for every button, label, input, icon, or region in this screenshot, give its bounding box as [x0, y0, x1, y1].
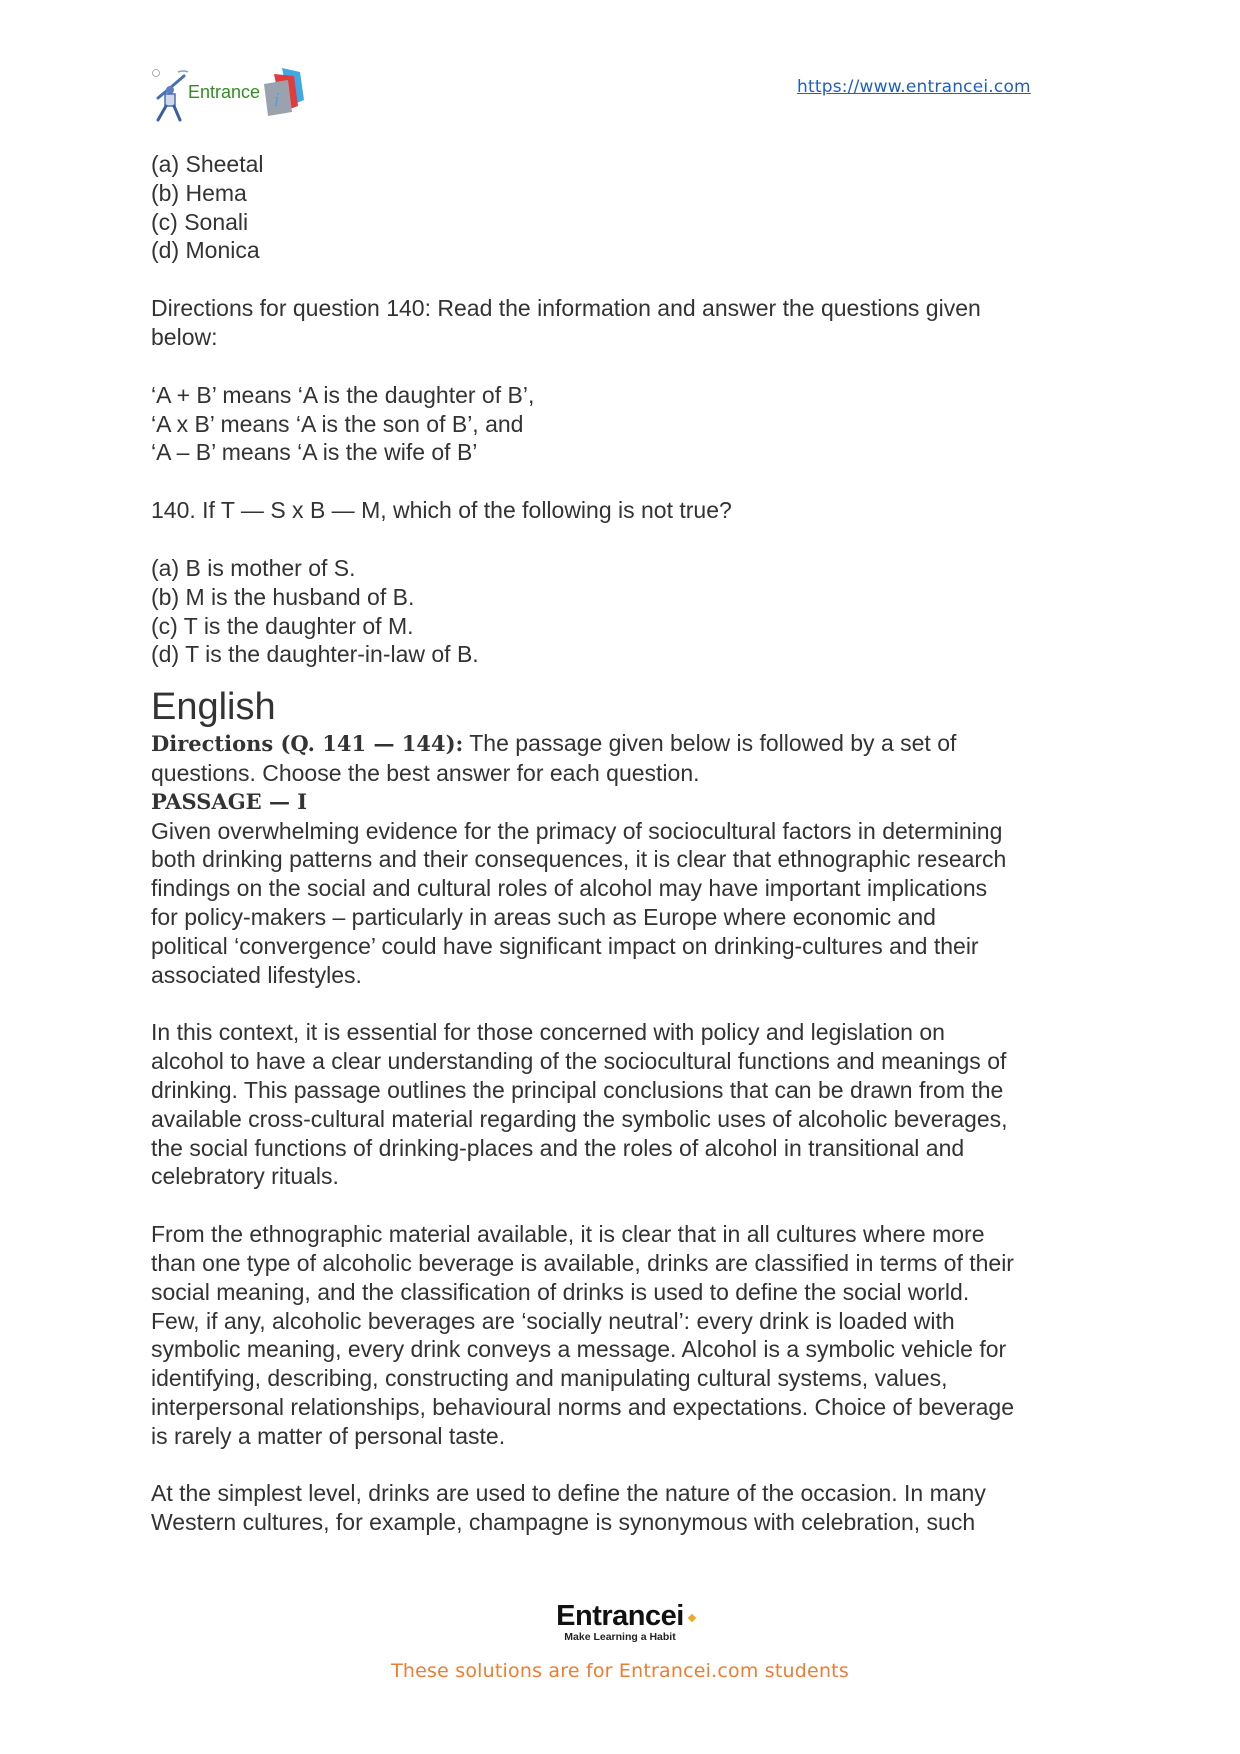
passage-line: From the ethnographic material available, it is clear that in all cultures where more — [151, 1221, 985, 1248]
q140-option-a: (a) B is mother of S. — [151, 554, 356, 581]
passage-line: In this context, it is essential for those concerned with policy and legislation on — [151, 1019, 945, 1046]
passage-paragraph-4 — [151, 1479, 1091, 1537]
brand-tagline: Make Learning a Habit — [564, 1631, 676, 1643]
passage-line: is rarely a matter of personal taste. — [151, 1422, 506, 1449]
passage-line: celebratory rituals. — [151, 1163, 339, 1190]
passage-line: Western cultures, for example, champagne is synonymous with celebration, such — [151, 1509, 976, 1536]
rule-daughter: ‘A + B’ means ‘A is the daughter of B’, — [151, 381, 535, 408]
passage-line: interpersonal relationships, behavioural norms and expectations. Choice of beverage — [151, 1393, 1015, 1420]
entrance-logo — [148, 58, 308, 124]
logo-wordmark: Entrance — [188, 82, 261, 102]
directions-text: The passage given below is followed by a set of — [463, 730, 957, 757]
passage-line: drinking. This passage outlines the principal conclusions that can be drawn from the — [151, 1076, 1004, 1103]
passage-line: the social functions of drinking-places and the roles of alcohol in transitional and — [151, 1134, 965, 1161]
brand-dot-icon — [688, 1614, 696, 1622]
q140-option-d: (d) T is the daughter-in-law of B. — [151, 641, 479, 668]
folder-i-icon — [260, 66, 306, 118]
passage-line: both drinking patterns and their consequences, it is clear that ethnographic research — [151, 846, 1007, 873]
passage-line: available cross-cultural material regarding the symbolic uses of alcoholic beverages, — [151, 1105, 1008, 1132]
q140-option-b: (b) M is the husband of B. — [151, 583, 415, 610]
svg-text:i: i — [274, 90, 280, 111]
rule-son: ‘A x B’ means ‘A is the son of B’, and — [151, 410, 524, 437]
option-d: (d) Monica — [151, 237, 260, 264]
passage-line: than one type of alcoholic beverage is available, drinks are classified in terms of their — [151, 1249, 1014, 1276]
brand-text: Entrancei — [556, 1600, 684, 1632]
directions-label: Directions (Q. 141 — 144): — [151, 731, 464, 757]
passage-line: social meaning, and the classification of drinks is used to define the social world. — [151, 1278, 970, 1305]
entrancei-website-link[interactable]: https://www.entrancei.com — [797, 77, 1031, 97]
option-b: (b) Hema — [151, 179, 247, 206]
passage-line: alcohol to have a clear understanding of the sociocultural functions and meanings of — [151, 1048, 1007, 1075]
passage-paragraph-3 — [151, 1220, 1091, 1450]
directions-140-line1: Directions for question 140: Read the information and answer the questions given — [151, 295, 981, 322]
question-140-text: 140. If T — S x B — M, which of the following is not true? — [151, 497, 732, 524]
passage-line: political ‘convergence’ could have significant impact on drinking-cultures and their — [151, 932, 979, 959]
option-c: (c) Sonali — [151, 208, 249, 235]
english-directions-line2: questions. Choose the best answer for each question. — [151, 759, 700, 786]
footer-brand-logo — [0, 1600, 1240, 1643]
passage-title: PASSAGE — I — [151, 788, 308, 814]
runner-figure-icon — [150, 68, 190, 122]
passage-line: symbolic meaning, every drink conveys a message. Alcohol is a symbolic vehicle for — [151, 1336, 1007, 1363]
passage-paragraph-1 — [151, 817, 1091, 990]
directions-140-line2: below: — [151, 323, 218, 350]
prev-question-options — [151, 150, 1091, 265]
passage-line: Few, if any, alcoholic beverages are ‘socially neutral’: every drink is loaded with — [151, 1307, 955, 1334]
passage-line: At the simplest level, drinks are used to define the nature of the occasion. In many — [151, 1480, 986, 1507]
passage-line: Given overwhelming evidence for the primacy of sociocultural factors in determining — [151, 817, 1003, 844]
q140-option-c: (c) T is the daughter of M. — [151, 612, 414, 639]
passage-line: findings on the social and cultural roles of alcohol may have important implications — [151, 875, 988, 902]
passage-paragraph-2 — [151, 1018, 1091, 1191]
brand-name — [556, 1600, 684, 1633]
document-body — [151, 150, 1091, 1537]
english-directions — [151, 729, 1091, 759]
passage-line: for policy-makers – particularly in areas such as Europe where economic and — [151, 903, 936, 930]
rule-wife: ‘A – B’ means ‘A is the wife of B’ — [151, 439, 478, 466]
passage-line: identifying, describing, constructing and manipulating cultural systems, values, — [151, 1365, 948, 1392]
passage-line: associated lifestyles. — [151, 961, 362, 988]
section-heading-english: English — [151, 686, 276, 729]
option-a: (a) Sheetal — [151, 151, 264, 177]
footer-note: These solutions are for Entrancei.com students — [391, 1660, 849, 1682]
